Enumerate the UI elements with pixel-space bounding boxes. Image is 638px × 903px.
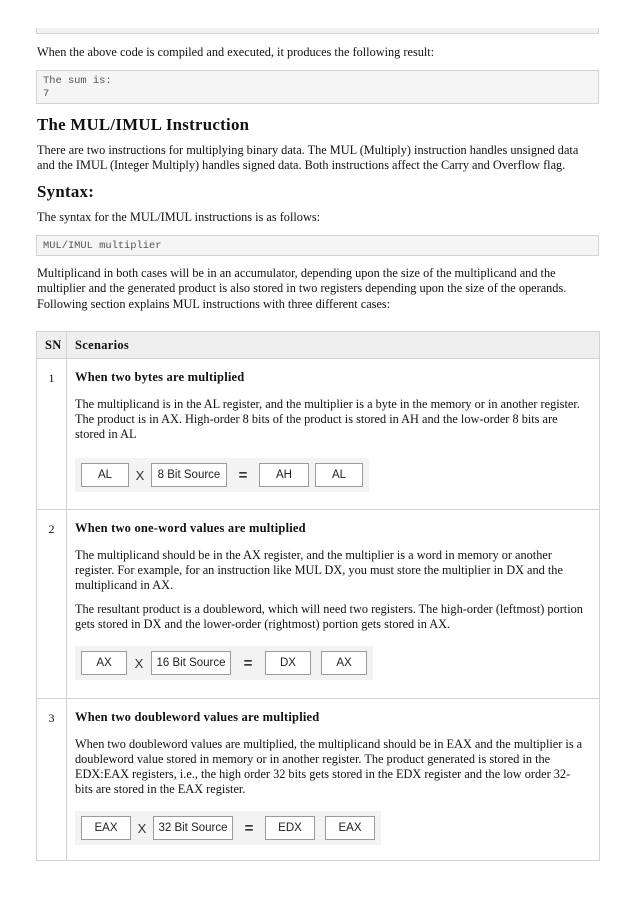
- table-row: [37, 359, 600, 510]
- row-sn: 3: [37, 699, 67, 861]
- high-order-register-box: DX: [265, 651, 311, 675]
- table-row: [37, 699, 600, 861]
- heading-syntax: Syntax:: [37, 182, 95, 201]
- source-box: 8 Bit Source: [151, 463, 227, 487]
- high-order-register-box: AH: [259, 463, 309, 487]
- multiplicand-register-box: AL: [81, 463, 129, 487]
- header-scenarios: Scenarios: [67, 332, 600, 359]
- row-title: When two doubleword values are multiplied: [75, 710, 320, 724]
- intro-result-text: When the above code is compiled and executed, it produces the following result:: [37, 45, 435, 59]
- cases-intro-text: Multiplicand in both cases will be in an accumulator, depending upon the size of the multiplicand and the multiplier and the generated product is also stored in two registers depending upon the size of the operands. Following section explains MUL instructions with three different cases:: [37, 266, 567, 311]
- header-sn: SN: [37, 332, 67, 359]
- row-scenario: [67, 699, 600, 861]
- equals-symbol: =: [243, 654, 253, 672]
- mul-description: There are two instructions for multiplying binary data. The MUL (Multiply) instruction handles unsigned data and the IMUL (Integer Multiply) handles signed data. Both instructions affect the Carry and Overflow flag.: [37, 143, 579, 173]
- low-order-register-box: AL: [315, 463, 363, 487]
- source-box: 32 Bit Source: [153, 816, 233, 840]
- row-scenario: [67, 510, 600, 699]
- register-diagram: [75, 646, 373, 680]
- row-sn: 2: [37, 510, 67, 699]
- source-box: 16 Bit Source: [151, 651, 231, 675]
- scenarios-table: [36, 331, 600, 861]
- equals-symbol: =: [238, 466, 248, 484]
- register-diagram: [75, 811, 381, 845]
- row-title: When two one-word values are multiplied: [75, 521, 306, 535]
- page-top-rule: [36, 28, 599, 34]
- low-order-register-box: AX: [321, 651, 367, 675]
- row-paragraph: The multiplicand is in the AL register, and the multiplier is a byte in the memory or in another register. The product is in AX. High-order 8 bits of the product is stored in AH and the low-order 8 bits are stored in AL: [75, 397, 580, 441]
- heading-mul-imul: The MUL/IMUL Instruction: [37, 115, 250, 134]
- syntax-code-block: MUL/IMUL multiplier: [36, 235, 599, 256]
- row-scenario: [67, 359, 600, 510]
- row-paragraph: When two doubleword values are multiplied, the multiplicand should be in EAX and the multiplier is a doubleword value stored in memory or in another register. The product generated is stored in the EDX:EAX registers, i.e., the high order 32 bits gets stored in the EDX register and the low order 32-bits are stored in the EAX register.: [75, 737, 583, 796]
- syntax-intro-text: The syntax for the MUL/IMUL instructions is as follows:: [37, 210, 321, 224]
- row-paragraph: The multiplicand should be in the AX register, and the multiplier is a word in memory or another register. For example, for an instruction like MUL DX, you must store the multiplier in DX and the multiplicand in AX.: [75, 548, 563, 592]
- row-title: When two bytes are multiplied: [75, 370, 245, 384]
- equals-symbol: =: [244, 819, 254, 837]
- table-row: [37, 510, 600, 699]
- multiply-symbol: X: [137, 820, 147, 836]
- multiply-symbol: X: [135, 467, 145, 483]
- result-code-block: The sum is: 7: [36, 70, 599, 104]
- multiplicand-register-box: AX: [81, 651, 127, 675]
- multiplicand-register-box: EAX: [81, 816, 131, 840]
- multiply-symbol: X: [134, 655, 144, 671]
- row-sn: 1: [37, 359, 67, 510]
- high-order-register-box: EDX: [265, 816, 315, 840]
- table-header-row: [37, 332, 600, 359]
- low-order-register-box: EAX: [325, 816, 375, 840]
- register-diagram: [75, 458, 369, 492]
- row-paragraph: The resultant product is a doubleword, which will need two registers. The high-order (leftmost) portion gets stored in DX and the lower-order (rightmost) portion gets stored in AX.: [75, 602, 583, 631]
